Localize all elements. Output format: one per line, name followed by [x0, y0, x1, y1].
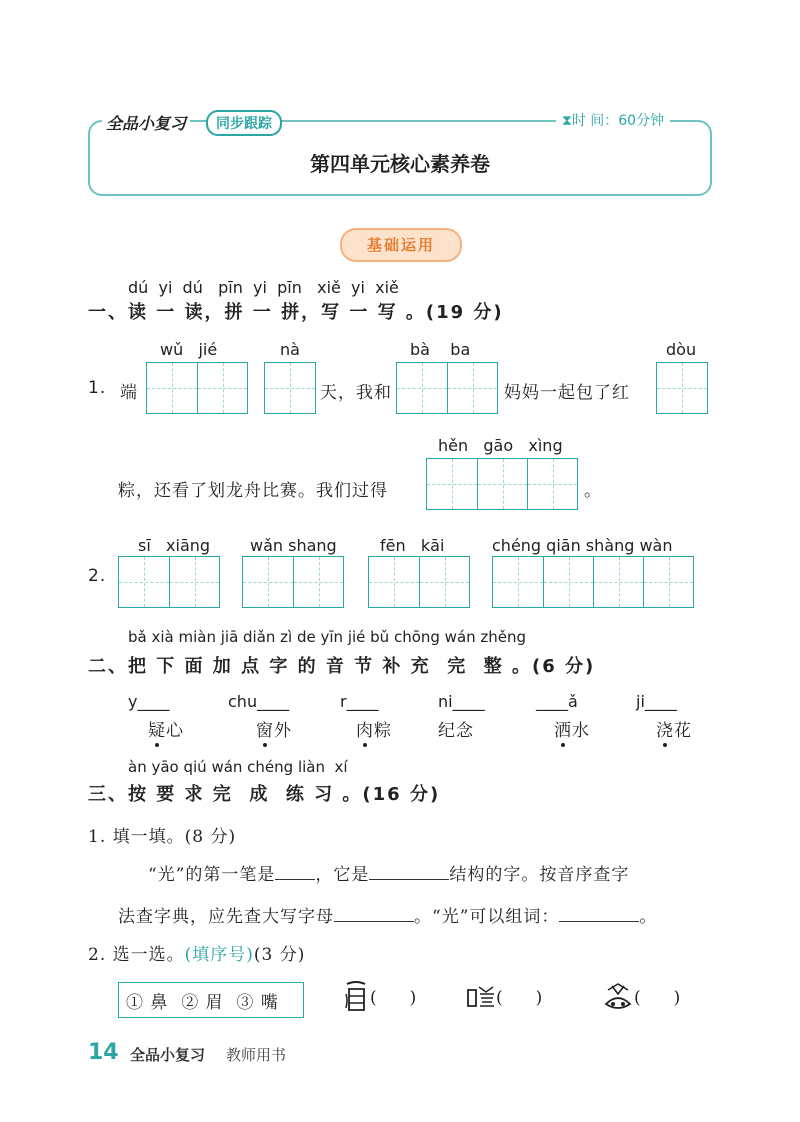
time-text: 时 间：60分钟	[571, 113, 665, 129]
footer-book: 教师用书	[226, 1046, 287, 1064]
q2-py-3[interactable]: ni____	[438, 692, 485, 711]
time-limit	[556, 110, 670, 130]
grid-dou[interactable]	[656, 362, 708, 414]
py-wanshang: wǎn shang	[250, 536, 337, 555]
blank-structure[interactable]	[369, 879, 449, 880]
grid-hengaoxing[interactable]	[426, 458, 578, 510]
text-duan: 端	[120, 383, 138, 403]
text-end: 。	[584, 481, 602, 501]
item2-num: 2.	[88, 566, 107, 586]
q2-pinyin: bǎ xià miàn jiā diǎn zì de yīn jié bǔ chōng wán zhěng	[128, 628, 527, 646]
dotted-char: 疑	[148, 721, 166, 741]
q2-py-5[interactable]: ji____	[636, 692, 677, 711]
q2-word-4	[554, 716, 590, 741]
text-segment: ，它是	[315, 865, 370, 885]
text-segment: 2. 选一选。	[88, 945, 185, 965]
section-badge: 基础运用	[340, 228, 462, 262]
py-na: nà	[280, 340, 300, 359]
py-baba: bà ba	[410, 340, 471, 359]
text-zong: 粽，还看了划龙舟比赛。我们过得	[118, 481, 388, 501]
py-chengqian: chéng qiān shàng wàn	[492, 536, 673, 555]
grid-na[interactable]	[264, 362, 316, 414]
text-segment: 结构的字。按音序查字	[449, 865, 630, 885]
blank-capital-letter[interactable]	[334, 921, 414, 922]
word-rest: 粽	[374, 721, 392, 741]
hint-text: (填序号)	[184, 945, 254, 965]
q2-word-3	[438, 716, 474, 741]
q2-word-0	[148, 716, 184, 741]
sync-tag: 同步跟踪	[206, 110, 282, 136]
q2-word-1	[256, 716, 292, 741]
options-text: ① 鼻 ② 眉 ③ 嘴	[126, 993, 279, 1013]
mouth-pictograph-icon	[466, 984, 496, 1010]
grid-fenkai[interactable]	[368, 556, 470, 608]
q1-pinyin: dú yi dú pīn yi pīn xiě yi xiě	[128, 278, 399, 297]
q3-sub1-line1	[148, 860, 629, 885]
q3-sub2-label	[88, 940, 305, 965]
blank-word[interactable]	[559, 921, 639, 922]
grid-wanshang[interactable]	[242, 556, 344, 608]
q3-sub1-label: 1. 填一填。(8 分)	[88, 827, 237, 847]
dotted-char: 浇	[656, 721, 674, 741]
score-text: (3 分)	[253, 945, 306, 965]
text-segment: 。	[639, 907, 658, 927]
dotted-char: 窗	[256, 721, 274, 741]
footer-brand: 全品小复习	[130, 1046, 206, 1064]
text-segment: 。“光”可以组词：	[414, 907, 560, 927]
q2-py-0[interactable]: y____	[128, 692, 170, 711]
word-rest: 外	[274, 721, 292, 741]
text-segment: 法查字典，应先查大写字母	[118, 907, 334, 927]
q3-heading: 三、按 要 求 完 成 练 习 。(16 分)	[88, 784, 441, 805]
py-sixiang: sī xiāng	[138, 536, 211, 555]
grid-baba[interactable]	[396, 362, 498, 414]
q3-sub1-line2	[118, 902, 657, 927]
answer-blank-3[interactable]: ( )	[634, 988, 682, 1008]
q2-word-2	[356, 716, 392, 741]
text-segment: “光”的第一笔是	[148, 865, 276, 885]
page-title: 第四单元核心素养卷	[310, 152, 490, 176]
hourglass-icon: ⧗	[562, 113, 572, 129]
answer-blank-2[interactable]: ( )	[496, 988, 544, 1008]
q1-heading: 一、读 一 读，拼 一 拼，写 一 写 。(19 分)	[88, 302, 504, 323]
q2-word-5	[656, 716, 692, 741]
grid-wujie[interactable]	[146, 362, 248, 414]
q3-pinyin: àn yāo qiú wán chéng liàn xí	[128, 758, 348, 776]
dotted-char: 肉	[356, 721, 374, 741]
nose-pictograph-icon	[602, 982, 634, 1012]
brand-logo: 全品小复习	[102, 111, 190, 134]
word-rest: 花	[674, 721, 692, 741]
py-dou: dòu	[666, 340, 697, 359]
page-number: 14	[88, 1040, 119, 1065]
word-rest: 水	[572, 721, 590, 741]
answer-blank-1[interactable]: ( )	[370, 988, 418, 1008]
py-fenkai: fēn kāi	[380, 536, 445, 555]
grid-chengqian[interactable]	[492, 556, 694, 608]
q2-py-2[interactable]: r____	[340, 692, 379, 711]
word-rest: 纪念	[438, 721, 474, 741]
eyebrow-pictograph-icon	[344, 980, 368, 1014]
text-tian: 天，我和	[320, 383, 392, 403]
grid-sixiang[interactable]	[118, 556, 220, 608]
dotted-char: 洒	[554, 721, 572, 741]
blank-first-stroke[interactable]	[275, 879, 315, 880]
q2-py-4[interactable]: ____ǎ	[536, 692, 578, 711]
q2-py-1[interactable]: chu____	[228, 692, 290, 711]
text-mama: 妈妈一起包了红	[504, 383, 630, 403]
py-hengaoxing: hěn gāo xìng	[438, 436, 563, 455]
item1-num: 1.	[88, 378, 107, 398]
word-rest: 心	[166, 721, 184, 741]
py-wujie: wǔ jié	[160, 340, 218, 359]
q2-heading: 二、把 下 面 加 点 字 的 音 节 补 充 完 整 。(6 分)	[88, 656, 596, 677]
